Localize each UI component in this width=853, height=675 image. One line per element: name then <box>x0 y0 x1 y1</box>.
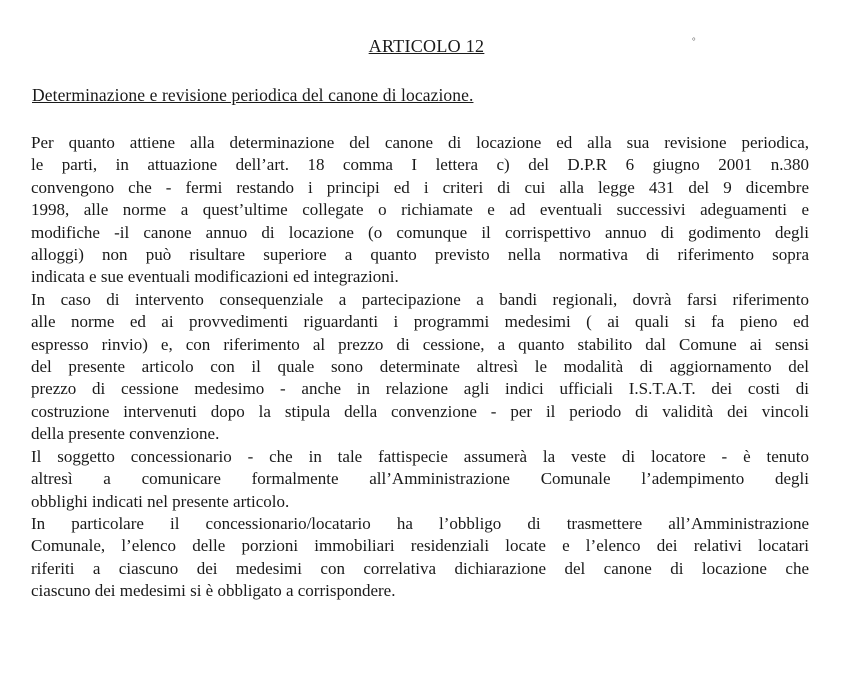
text-line: riferiti a ciascuno dei medesimi con correlativa dichiarazione del canone di locazione che <box>31 558 809 578</box>
article-title: ARTICOLO 12 <box>368 36 485 56</box>
text-line: obblighi indicati nel presente articolo. <box>31 491 290 511</box>
text-line: ciascuno dei medesimi si è obbligato a corrispondere. <box>31 581 396 601</box>
text-line: modifiche -il canone annuo di locazione (o comunque il corrispettivo annuo di godimento degli <box>31 222 809 242</box>
text-line: alloggi) non può risultare superiore a quanto previsto nella normativa di riferimento sopra <box>31 245 809 265</box>
text-line: 1998, alle norme a quest’ultime collegate o richiamate e ad eventuali successivi adeguamenti e <box>31 200 809 220</box>
text-line: convengono che - fermi restando i principi ed i criteri di cui alla legge 431 del 9 dicembre <box>31 177 809 197</box>
text-line: della presente convenzione. <box>31 424 220 444</box>
text-line: In particolare il concessionario/locatario ha l’obbligo di trasmettere all’Amministrazione <box>31 513 809 533</box>
text-line: espresso rinvio) e, con riferimento al prezzo di cessione, a quanto stabilito dal Comune ai sensi <box>31 334 809 354</box>
text-line: Il soggetto concessionario - che in tale fattispecie assumerà la veste di locatore - è tenuto <box>31 446 809 466</box>
text-line: indicata e sue eventuali modificazioni ed integrazioni. <box>31 267 399 287</box>
scan-speck: ° <box>692 36 696 46</box>
text-line: altresì a comunicare formalmente all’Amministrazione Comunale l’adempimento degli <box>31 469 809 489</box>
paragraph-2 <box>31 289 809 446</box>
text-line: Comunale, l’elenco delle porzioni immobiliari residenziali locate e l’elenco dei relativi locatari <box>31 536 809 556</box>
article-body <box>31 132 809 603</box>
paragraph-1 <box>31 132 809 289</box>
text-line: In caso di intervento consequenziale a partecipazione a bandi regionali, dovrà farsi riferimento <box>31 289 809 309</box>
paragraph-3 <box>31 446 809 513</box>
text-line: Per quanto attiene alla determinazione del canone di locazione ed alla sua revisione periodica, <box>31 133 809 152</box>
text-line: le parti, in attuazione dell’art. 18 comma I lettera c) del D.P.R 6 giugno 2001 n.380 <box>31 155 809 175</box>
text-line: alle norme ed ai provvedimenti riguardanti i programmi medesimi ( ai quali si fa pieno ed <box>31 312 809 332</box>
text-line: costruzione intervenuti dopo la stipula della convenzione - per il periodo di validità dei vincoli <box>31 401 809 421</box>
paragraph-4 <box>31 513 809 603</box>
text-line: del presente articolo con il quale sono determinate altresì le modalità di aggiornamento del <box>31 357 809 377</box>
text-line: prezzo di cessione medesimo - anche in relazione agli indici ufficiali I.S.T.A.T. dei costi di <box>31 379 809 399</box>
article-subtitle: Determinazione e revisione periodica del canone di locazione. <box>32 85 474 105</box>
